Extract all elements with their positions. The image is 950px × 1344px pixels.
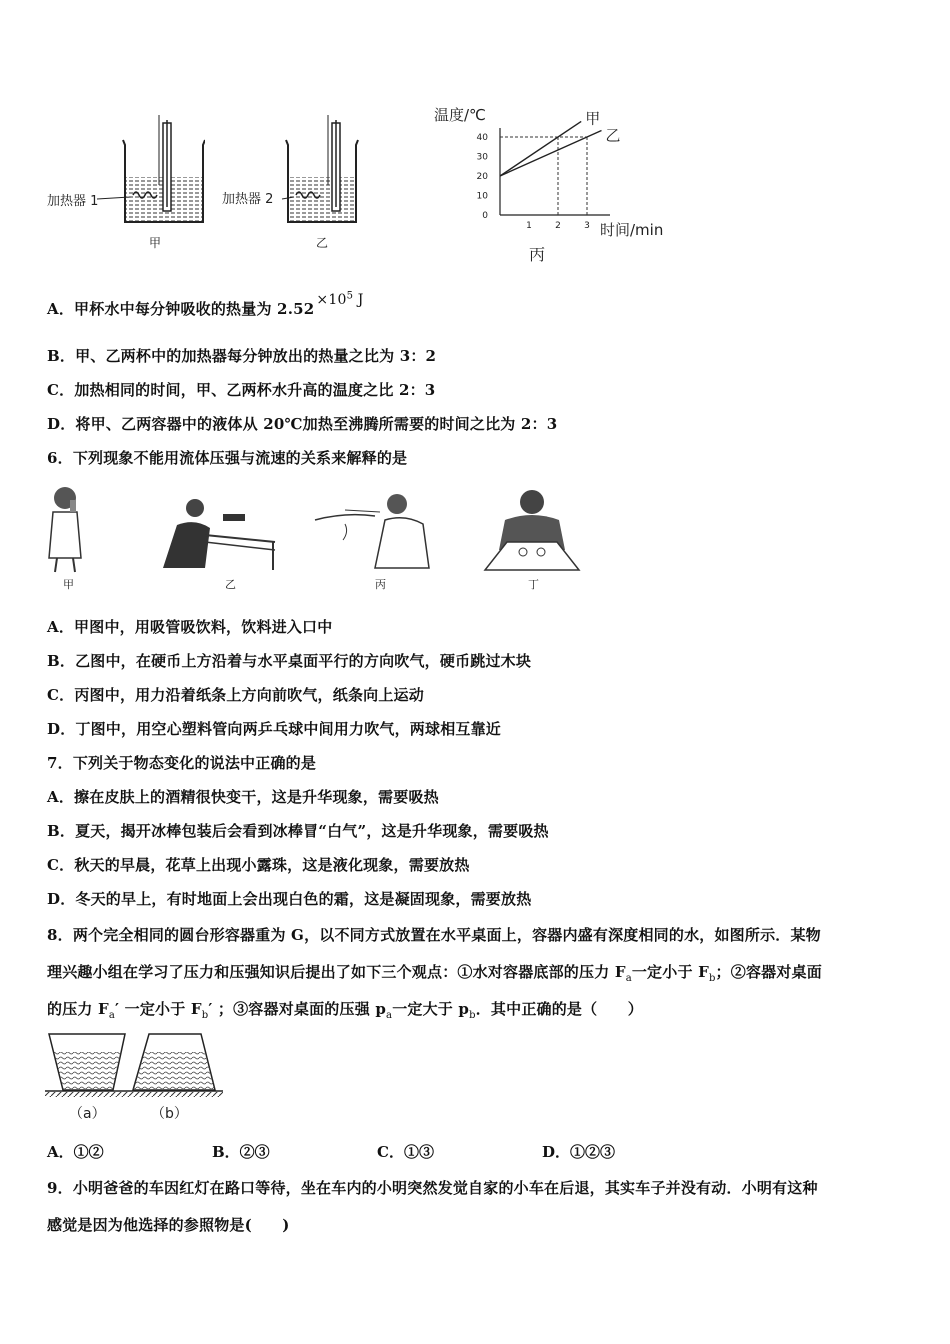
q5-option-c: C．加热相同的时间，甲、乙两杯水升高的温度之比 2：3 <box>47 381 436 399</box>
q6-option-b: B．乙图中，在硬币上方沿着与水平桌面平行的方向吹气，硬币跳过木块 <box>47 652 532 670</box>
q8-line3-sub-b: b <box>201 1010 209 1021</box>
q6-picture-ding <box>485 490 579 570</box>
q8-line2-sub-b: b <box>708 973 716 984</box>
q6-picture-yi <box>163 499 275 570</box>
q8-line2-sub-a: a <box>625 973 632 984</box>
x-tick-label: 2 <box>555 221 561 231</box>
q8-line2-part-c: ；②容器对桌面 <box>715 963 822 981</box>
q7-option-d: D．冬天的早上，有时地面上会出现白色的霜，这是凝固现象，需要放热 <box>47 890 532 908</box>
q5-option-a <box>47 290 364 319</box>
y-tick-label: 30 <box>476 152 488 163</box>
q6-caption-bing: 丙 <box>375 578 386 591</box>
x-tick-label: 3 <box>584 221 590 231</box>
q8-line3-part-c: ′ ；③容器对桌面的压强 p <box>208 1000 387 1018</box>
q5-option-a-sci <box>316 292 363 308</box>
q8-containers-figure <box>45 1030 225 1125</box>
y-tick-label: 0 <box>482 211 488 221</box>
q9-stem-line1: 9．小明爸爸的车因红灯在路口等待，坐在车内的小明突然发觉自家的小车在后退，其实车子并没有动．小明有这种 <box>47 1179 818 1197</box>
q9-stem-line2: 感觉是因为他选择的参照物是( ) <box>47 1216 290 1234</box>
q8-line3-sub-a: a <box>108 1010 116 1021</box>
series-label-yi: 乙 <box>605 126 621 145</box>
beaker-figure-jia <box>45 115 205 260</box>
beaker-figure-yi <box>218 115 378 260</box>
series-line-jia <box>500 121 581 176</box>
beaker-caption-yi: 乙 <box>316 236 329 250</box>
q8-stem-line3 <box>47 998 643 1021</box>
y-tick-label: 40 <box>476 133 488 143</box>
y-tick-label: 10 <box>476 191 488 202</box>
q5-option-d: D．将甲、乙两容器中的液体从 20℃加热至沸腾所需要的时间之比为 2：3 <box>47 415 558 433</box>
sci-base: ×10 <box>316 292 347 308</box>
heater-label-1: 加热器 1 <box>47 194 99 209</box>
q8-option-c: C．①③ <box>377 1143 434 1161</box>
q8-option-b: B．②③ <box>212 1143 270 1161</box>
series-label-jia: 甲 <box>585 109 601 128</box>
q8-line3-part-e: ．其中正确的是（ ） <box>475 1000 643 1018</box>
q8-line3-sub-c: a <box>386 1010 393 1021</box>
q6-picture-jia <box>49 487 81 572</box>
q6-caption-ding: 丁 <box>528 578 539 591</box>
q6-stem: 6．下列现象不能用流体压强与流速的关系来解释的是 <box>47 449 408 467</box>
q5-option-b: B．甲、乙两杯中的加热器每分钟放出的热量之比为 3：2 <box>47 347 437 365</box>
q8-line3-sub-d: b <box>469 1010 476 1021</box>
graph-ylabel: 温度/℃ <box>434 106 486 124</box>
q7-option-b: B．夏天，揭开冰棒包装后会看到冰棒冒“白气”，这是升华现象，需要吸热 <box>47 822 549 840</box>
q6-caption-yi: 乙 <box>225 578 236 591</box>
graph-caption: 丙 <box>529 245 546 264</box>
q7-stem: 7．下列关于物态变化的说法中正确的是 <box>47 754 317 772</box>
q6-pictures <box>45 480 595 595</box>
q8-line3-part-b: ′ 一定小于 F <box>115 1000 202 1018</box>
q8-fig-label-b: （b） <box>151 1106 188 1122</box>
q8-fig-label-a: （a） <box>69 1106 106 1122</box>
sci-exp: 5 <box>346 290 354 302</box>
temperature-time-graph <box>430 98 680 268</box>
beaker-caption-jia: 甲 <box>149 236 162 250</box>
q8-line3-part-a: 的压力 F <box>47 1000 109 1018</box>
q8-line3-part-d: 一定大于 p <box>392 1000 470 1018</box>
q8-stem-line1: 8．两个完全相同的圆台形容器重为 G，以不同方式放置在水平桌面上，容器内盛有深度相同的水，如图所示．某物 <box>47 926 821 944</box>
q5-option-a-text: A．甲杯水中每分钟吸收的热量为 2.52 <box>47 300 315 318</box>
q6-picture-bing <box>315 494 429 568</box>
x-tick-label: 1 <box>526 221 532 231</box>
heater-label-2: 加热器 2 <box>222 192 274 207</box>
q8-line2-part-a: 理兴趣小组在学习了压力和压强知识后提出了如下三个观点：①水对容器底部的压力 F <box>47 963 626 981</box>
q8-option-a: A．①② <box>47 1143 104 1161</box>
q6-caption-jia: 甲 <box>63 578 74 591</box>
q6-option-c: C．丙图中，用力沿着纸条上方向前吹气，纸条向上运动 <box>47 686 424 704</box>
q7-option-a: A．擦在皮肤上的酒精很快变干，这是升华现象，需要吸热 <box>47 788 439 806</box>
q8-line2-part-b: 一定小于 F <box>631 963 709 981</box>
q6-option-a: A．甲图中，用吸管吸饮料，饮料进入口中 <box>47 618 333 636</box>
graph-xlabel: 时间/min <box>600 221 664 239</box>
sci-unit: J <box>353 292 364 308</box>
q8-option-d: D．①②③ <box>542 1143 616 1161</box>
q8-stem-line2 <box>47 961 822 984</box>
q6-option-d: D．丁图中，用空心塑料管向两乒乓球中间用力吹气，两球相互靠近 <box>47 720 502 738</box>
y-tick-label: 20 <box>476 172 488 182</box>
q7-option-c: C．秋天的早晨，花草上出现小露珠，这是液化现象，需要放热 <box>47 856 470 874</box>
